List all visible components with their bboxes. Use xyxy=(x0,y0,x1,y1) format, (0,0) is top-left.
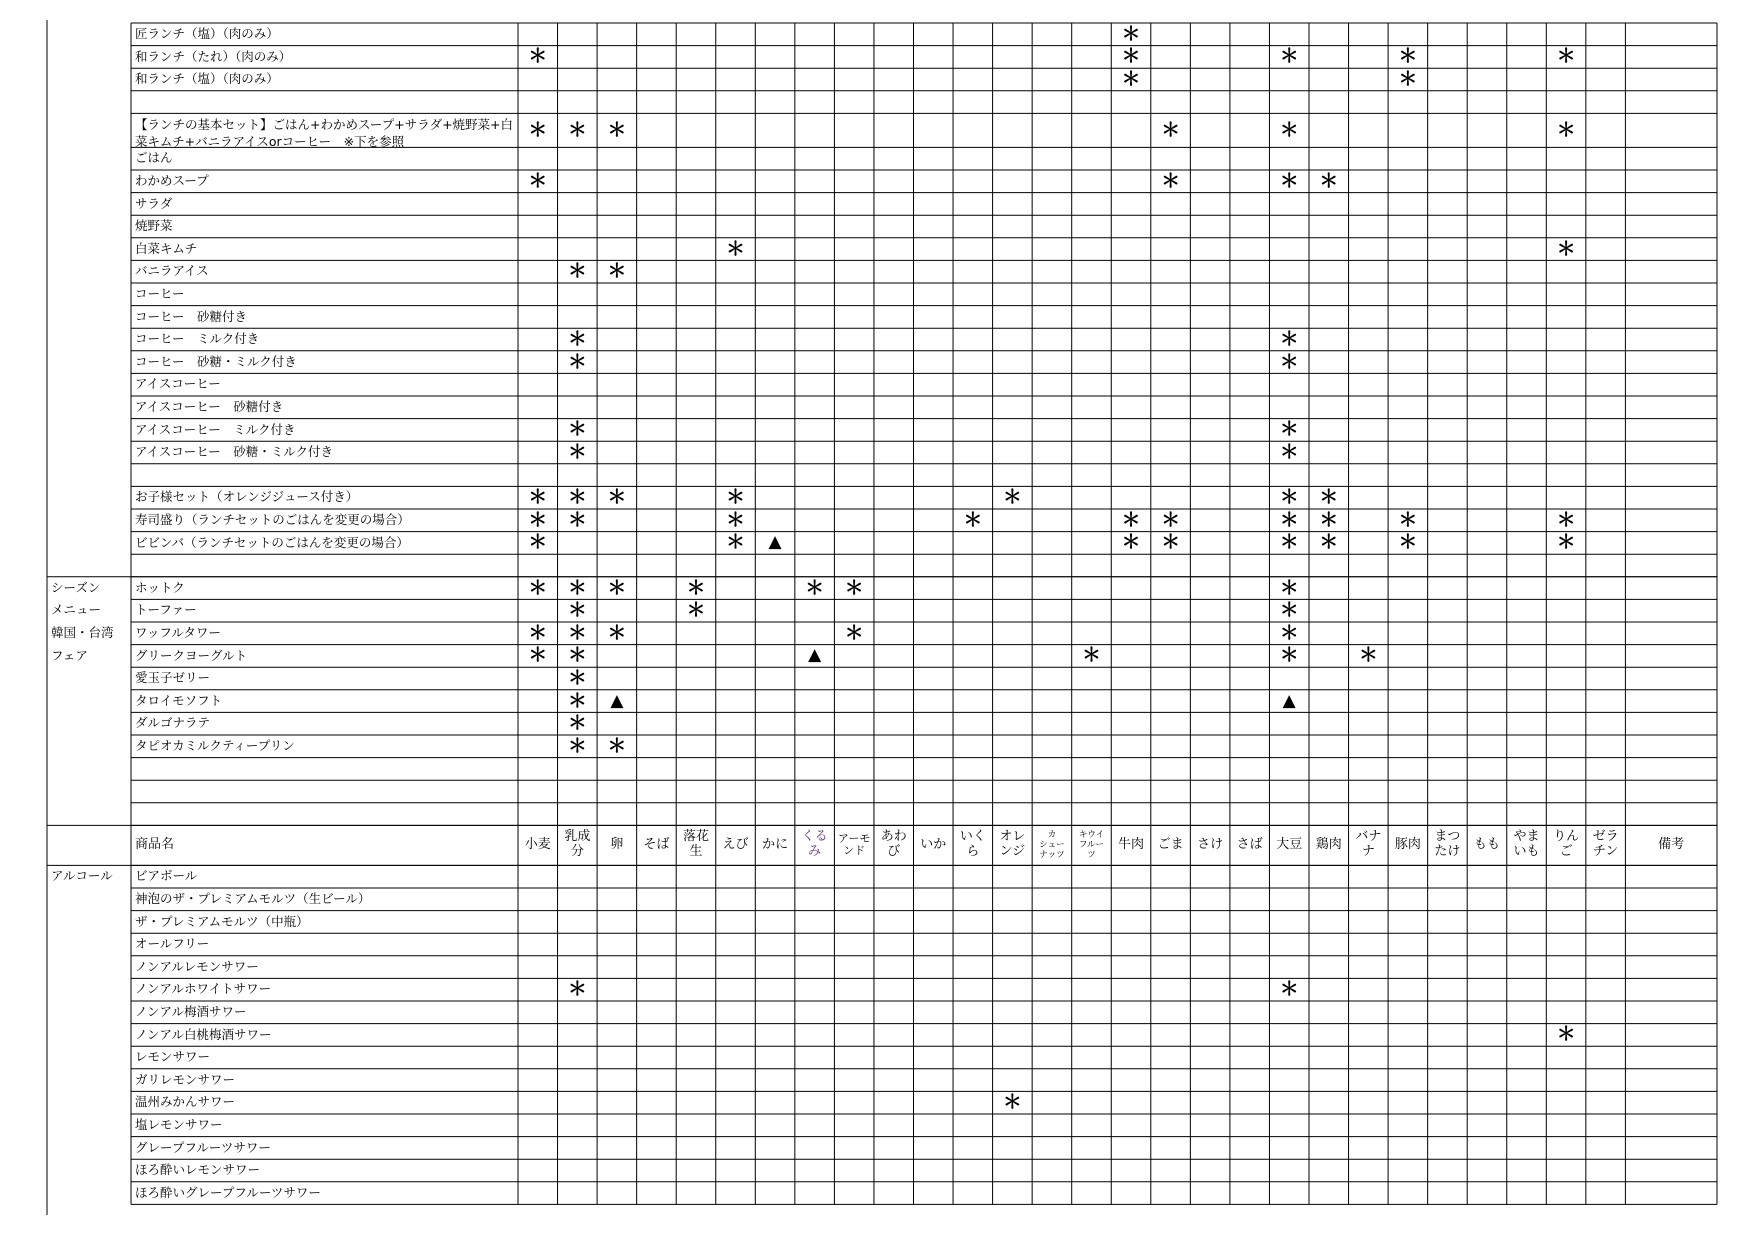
product-name: ほろ酔いグレープフルーツサワー xyxy=(135,1184,321,1200)
allergen-mark: ＊ xyxy=(1161,508,1181,531)
allergen-mark: ＊ xyxy=(1279,531,1299,554)
allergen-mark: ＊ xyxy=(1279,418,1299,441)
allergen-mark: ＊ xyxy=(1161,118,1181,141)
product-name: ほろ酔いレモンサワー xyxy=(135,1162,261,1178)
allergen-mark: ＊ xyxy=(844,621,864,644)
allergen-mark: ＊ xyxy=(726,508,746,531)
product-name: グリークヨーグルト xyxy=(135,647,248,663)
product-name: ザ・プレミアムモルツ（中瓶） xyxy=(135,913,309,929)
allergen-mark: ＊ xyxy=(1398,531,1418,554)
allergen-mark: ＊ xyxy=(528,621,548,644)
product-name: タピオカミルクティープリン xyxy=(135,738,295,754)
allergen-mark: ＊ xyxy=(1161,531,1181,554)
allergen-mark: ＊ xyxy=(528,508,548,531)
column-header-allergen: ごま xyxy=(1157,836,1184,852)
product-name: 塩レモンサワー xyxy=(135,1117,223,1133)
column-header-allergen: りん ご xyxy=(1553,829,1580,860)
allergen-mark: ＊ xyxy=(607,734,627,757)
allergen-mark: ＊ xyxy=(567,689,587,712)
product-name: わかめスープ xyxy=(135,173,209,189)
column-header-allergen: 乳成 分 xyxy=(564,829,591,860)
product-name: コーヒー ミルク付き xyxy=(135,331,260,347)
allergen-mark: ＊ xyxy=(567,666,587,689)
allergen-mark: ＊ xyxy=(1556,508,1576,531)
product-name: サラダ xyxy=(135,195,173,211)
column-header-allergen: そば xyxy=(643,836,670,852)
column-header-allergen: やま いも xyxy=(1513,829,1540,860)
triangle-mark: ▲ xyxy=(610,690,624,711)
product-name xyxy=(131,554,518,577)
allergen-mark: ＊ xyxy=(1161,169,1181,192)
allergen-mark: ＊ xyxy=(686,576,706,599)
column-header-allergen: まつ たけ xyxy=(1434,829,1461,860)
product-name: ガリレモンサワー xyxy=(135,1071,236,1087)
column-header-allergen: アーモ ンド xyxy=(837,831,871,858)
allergen-mark: ＊ xyxy=(1279,978,1299,1001)
triangle-mark: ▲ xyxy=(808,645,822,666)
product-name xyxy=(131,780,518,803)
allergen-mark: ＊ xyxy=(567,260,587,283)
allergen-mark: ＊ xyxy=(686,599,706,622)
product-name: ダルゴナラテ xyxy=(135,715,211,731)
product-name: 和ランチ（塩）（肉のみ） xyxy=(135,71,279,87)
column-header-allergen: ゼラ チン xyxy=(1592,829,1619,860)
product-name: アイスコーヒー xyxy=(135,376,221,392)
product-name: ビビンバ（ランチセットのごはんを変更の場合） xyxy=(135,534,409,550)
product-name: ホットク xyxy=(135,579,185,595)
column-header-allergen: いか xyxy=(920,836,947,852)
column-header-allergen: キウイ フルー ツ xyxy=(1078,830,1105,861)
column-header-allergen: 落花 生 xyxy=(682,829,709,860)
allergen-mark: ＊ xyxy=(1319,508,1339,531)
allergen-mark: ＊ xyxy=(567,118,587,141)
category-label-alcohol: アルコール xyxy=(51,868,113,884)
product-name: ごはん xyxy=(135,150,173,166)
allergen-mark: ＊ xyxy=(567,327,587,350)
triangle-mark: ▲ xyxy=(1282,690,1296,711)
allergen-mark: ＊ xyxy=(567,440,587,463)
allergen-mark: ＊ xyxy=(1398,67,1418,90)
allergen-mark: ＊ xyxy=(1279,350,1299,373)
allergen-mark: ＊ xyxy=(1121,67,1141,90)
allergen-mark: ＊ xyxy=(844,576,864,599)
column-header-allergen: いく ら xyxy=(959,829,986,860)
product-name: 寿司盛り（ランチセットのごはんを変更の場合） xyxy=(135,512,410,528)
allergen-mark: ＊ xyxy=(1556,118,1576,141)
allergen-mark: ＊ xyxy=(1279,621,1299,644)
allergen-mark: ＊ xyxy=(1556,45,1576,68)
allergen-mark: ＊ xyxy=(1279,576,1299,599)
product-name: ノンアルホワイトサワー xyxy=(135,981,272,997)
allergen-mark: ＊ xyxy=(528,486,548,509)
product-name: コーヒー xyxy=(135,286,185,302)
product-name: タロイモソフト xyxy=(135,692,223,708)
product-name: コーヒー 砂糖付き xyxy=(135,308,248,324)
allergen-mark: ＊ xyxy=(1556,237,1576,260)
allergen-mark: ＊ xyxy=(1398,508,1418,531)
allergen-mark: ＊ xyxy=(1081,644,1101,667)
column-header-allergen: 豚肉 xyxy=(1394,836,1421,852)
column-header-allergen: あわ び xyxy=(880,829,907,860)
product-name xyxy=(131,91,518,114)
column-header-allergen: さば xyxy=(1236,836,1263,852)
allergen-mark: ＊ xyxy=(1556,1023,1576,1046)
allergen-mark: ＊ xyxy=(1279,486,1299,509)
allergen-mark: ＊ xyxy=(1121,531,1141,554)
allergen-mark: ＊ xyxy=(567,508,587,531)
allergen-mark: ＊ xyxy=(567,576,587,599)
product-name: オールフリー xyxy=(135,936,210,952)
product-name: アイスコーヒー ミルク付き xyxy=(135,421,296,437)
product-name: ノンアル白桃梅酒サワー xyxy=(135,1026,272,1042)
allergen-mark: ＊ xyxy=(1279,118,1299,141)
product-name: ノンアルレモンサワー xyxy=(135,958,259,974)
product-name: バニラアイス xyxy=(135,263,209,279)
column-header-allergen: 小麦 xyxy=(524,836,551,852)
product-name xyxy=(131,464,518,487)
product-name xyxy=(131,803,518,826)
product-name: 白菜キムチ xyxy=(135,240,198,256)
allergen-mark: ＊ xyxy=(1319,531,1339,554)
product-name: トーファー xyxy=(135,602,197,618)
allergen-mark: ＊ xyxy=(567,418,587,441)
allergen-mark: ＊ xyxy=(1279,327,1299,350)
column-header-product-name: 商品名 xyxy=(135,836,175,852)
column-header-allergen: カ シュー ナッツ xyxy=(1039,830,1065,861)
column-header-allergen: バナ ナ xyxy=(1355,829,1382,860)
allergen-mark: ＊ xyxy=(1279,440,1299,463)
product-name: 【ランチの基本セット】ごはん+わかめスープ+サラダ+焼野菜+白菜キムチ+バニラアイスorコーヒー ※下を参照 xyxy=(135,117,514,148)
allergen-mark: ＊ xyxy=(528,118,548,141)
product-name xyxy=(131,758,518,781)
product-name: アイスコーヒー 砂糖・ミルク付き xyxy=(135,444,334,460)
allergen-mark: ＊ xyxy=(528,576,548,599)
allergen-mark: ＊ xyxy=(1121,45,1141,68)
column-header-allergen: さけ xyxy=(1197,836,1224,852)
allergen-mark: ＊ xyxy=(1002,486,1022,509)
allergen-mark: ＊ xyxy=(567,350,587,373)
product-name: 温州みかんサワー xyxy=(135,1094,236,1110)
column-header-allergen: かに xyxy=(762,836,789,852)
product-name: アイスコーヒー 砂糖付き xyxy=(135,399,284,415)
product-name: コーヒー 砂糖・ミルク付き xyxy=(135,353,297,369)
allergen-mark: ＊ xyxy=(607,260,627,283)
product-name: 匠ランチ（塩）（肉のみ） xyxy=(135,26,279,42)
allergen-mark: ＊ xyxy=(726,486,746,509)
allergen-mark: ＊ xyxy=(726,531,746,554)
allergen-mark: ＊ xyxy=(1279,508,1299,531)
allergen-mark: ＊ xyxy=(607,118,627,141)
allergen-mark: ＊ xyxy=(1121,22,1141,45)
allergen-mark: ＊ xyxy=(528,531,548,554)
allergen-mark: ＊ xyxy=(1358,644,1378,667)
product-name: 焼野菜 xyxy=(135,218,173,234)
allergen-mark: ＊ xyxy=(1121,508,1141,531)
column-header-allergen: 大豆 xyxy=(1276,836,1303,852)
allergen-mark: ＊ xyxy=(1279,599,1299,622)
allergen-mark: ＊ xyxy=(1279,45,1299,68)
product-name: ビアボール xyxy=(135,868,198,884)
allergen-mark: ＊ xyxy=(1279,644,1299,667)
allergen-mark: ＊ xyxy=(1002,1091,1022,1114)
allergen-mark: ＊ xyxy=(567,486,587,509)
category-label-season: シーズン メニュー 韓国・台湾 フェア xyxy=(51,579,114,663)
allergen-mark: ＊ xyxy=(567,644,587,667)
column-header-note: 備考 xyxy=(1658,836,1685,852)
allergen-mark: ＊ xyxy=(607,621,627,644)
allergen-mark: ＊ xyxy=(1319,486,1339,509)
allergen-mark: ＊ xyxy=(805,576,825,599)
allergen-mark: ＊ xyxy=(1556,531,1576,554)
allergen-mark: ＊ xyxy=(528,644,548,667)
product-name: お子様セット（オレンジジュース付き） xyxy=(135,489,359,505)
allergen-mark: ＊ xyxy=(528,45,548,68)
column-header-allergen: えび xyxy=(722,836,749,852)
product-name: レモンサワー xyxy=(135,1049,211,1065)
allergen-mark: ＊ xyxy=(1279,169,1299,192)
product-name: ワッフルタワー xyxy=(135,625,221,641)
column-header-allergen: 牛肉 xyxy=(1118,836,1145,852)
allergen-mark: ＊ xyxy=(567,712,587,735)
allergen-mark: ＊ xyxy=(567,621,587,644)
allergen-mark: ＊ xyxy=(1398,45,1418,68)
allergen-mark: ＊ xyxy=(607,486,627,509)
allergen-mark: ＊ xyxy=(1319,169,1339,192)
allergen-mark: ＊ xyxy=(567,599,587,622)
product-name: 和ランチ（たれ）（肉のみ） xyxy=(135,48,292,64)
column-header-allergen: 卵 xyxy=(610,836,624,852)
column-header-allergen: くる み xyxy=(801,829,828,860)
column-header-allergen: オレ ンジ xyxy=(999,829,1026,860)
column-header-allergen: もも xyxy=(1473,836,1500,852)
allergen-mark: ＊ xyxy=(567,734,587,757)
allergen-mark: ＊ xyxy=(726,237,746,260)
column-header-allergen: 鶏肉 xyxy=(1315,836,1342,852)
allergen-mark: ＊ xyxy=(607,576,627,599)
allergen-mark: ＊ xyxy=(528,169,548,192)
allergen-mark: ＊ xyxy=(963,508,983,531)
allergen-mark: ＊ xyxy=(567,978,587,1001)
product-name: 愛玉子ゼリー xyxy=(135,670,211,686)
triangle-mark: ▲ xyxy=(768,532,782,553)
product-name: ノンアル梅酒サワー xyxy=(135,1004,247,1020)
product-name: グレープフルーツサワー xyxy=(135,1139,271,1155)
product-name: 神泡のザ・プレミアムモルツ（生ビール） xyxy=(135,891,371,907)
